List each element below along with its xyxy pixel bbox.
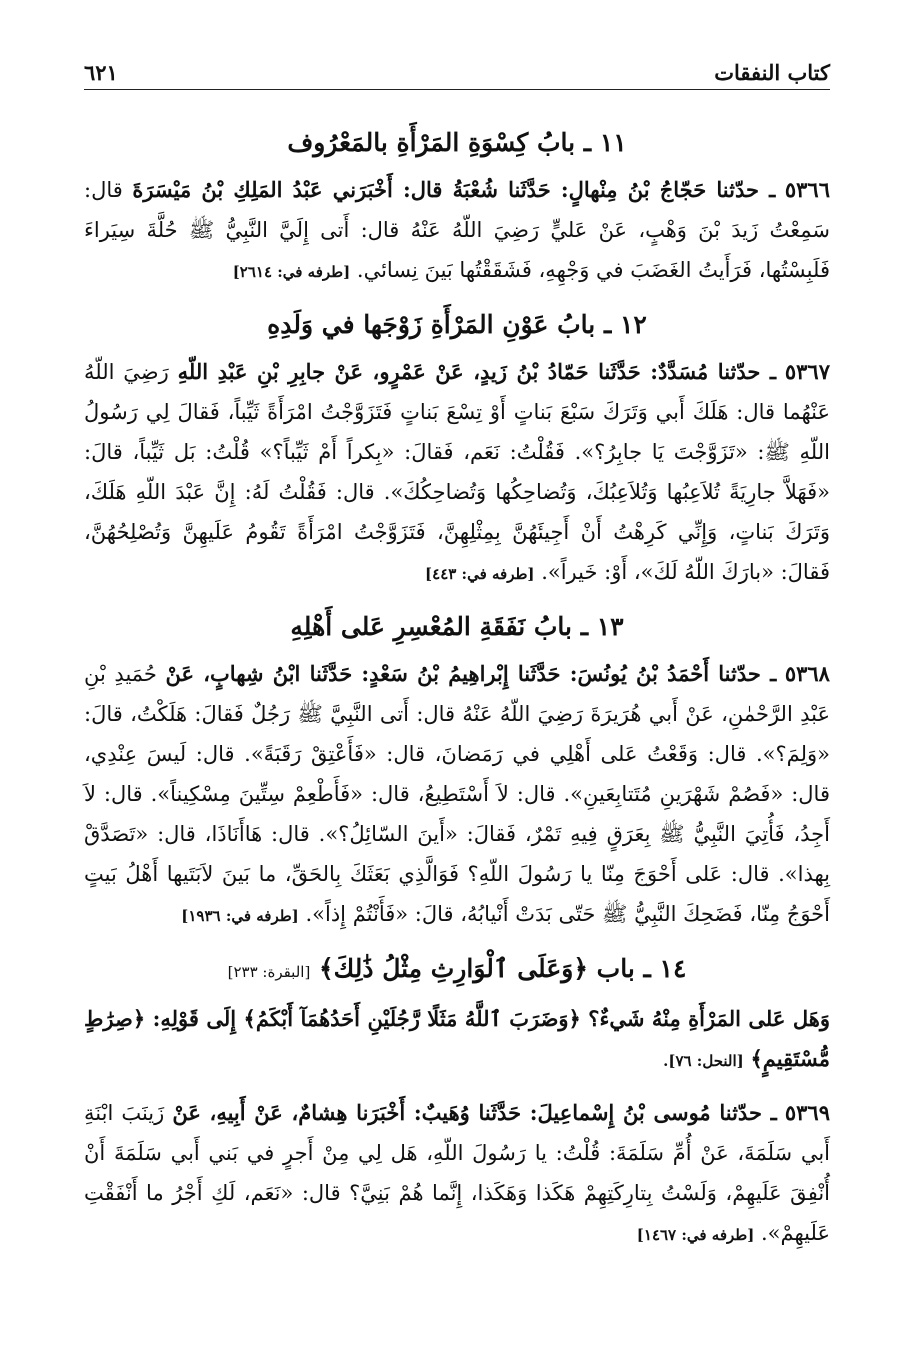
hadith-narrators: ـ حدّثنا مُوسى بْنُ إِسْماعِيلَ: حَدَّثَنا وُهَيبٌ: أَخْبَرَنا هِشامٌ، عَنْ أَبِيهِ، عَنْ [172, 1100, 777, 1125]
hadith-text: رَضِيَ اللّهُ عَنْهُما قال: هَلَكَ أَبي وَتَرَكَ سَبْعَ بَناتٍ أَوْ تِسْعَ بَناتٍ فَتَزَوَّجْتُ امْرَأَةً ثَيِّباً، فَقالَ لِي رَسُولُ اللّهِ ﷺ: «تَزَوَّجْتَ يَا جابِرُ؟». فَقُلْتُ: نَعَم، فَقالَ: «بِكراً أَمْ ثَيِّباً؟» قُلْتُ: بَل ثَيِّباً، قالَ: «فَهَلاَّ جارِيَةً تُلاَعِبُها وَتُلاَعِبُكَ، وَتُضاحِكُها وَتُضاحِكُكَ». قال: فَقُلْتُ لَهُ: إِنَّ عَبْدَ اللّهِ هَلَكَ، وَتَرَكَ بَناتٍ، وَإِنِّي كَرِهْتُ أَنْ أَجِيئَهُنَّ بِمِثْلِهِنَّ، فَتَزَوَّجْتُ امْرَأَةً تَقُومُ عَلَيهِنَّ وَتُصْلِحُهُنَّ، فَقالَ: «بارَكَ اللّهُ لَكَ»، أَوْ: خَيراً». [84, 360, 830, 584]
chapter-heading-12: ١٢ ـ بابُ عَوْنِ المَرْأَةِ زَوْجَها في وَلَدِهِ [267, 310, 647, 339]
hadith-narrators: ـ حدّثنا حَجّاجُ بْنُ مِنْهالٍ: حَدَّثَنا شُعْبَةُ قال: أَخْبَرَني عَبْدُ المَلِكِ بْنُ مَيْسَرَةَ [132, 177, 776, 202]
hadith-number: ٥٣٦٦ [784, 177, 830, 202]
hadith-text: قال: سَمِعْتُ زَيدَ بْنَ وَهْبٍ، عَنْ عَليٍّ رَضِيَ اللّهُ عَنْهُ قال: أَتى إِلَيَّ النَّبِيُّ ﷺ حُلَّةَ سِيَراءَ فَلَبِسْتُها، فَرَأَيتُ الغَضَبَ في وَجْهِهِ، فَشَقَقْتُها بَينَ نِسائي. [84, 178, 830, 282]
quran-reference: [النحل: ٧٦]. [663, 1052, 744, 1070]
quran-reference: [البقرة: ٢٣٣] [227, 963, 311, 981]
hadith-5369 [84, 1093, 830, 1255]
chapter-heading-text: ١٤ ـ باب ﴿وَعَلَى ٱلْوَارِثِ مِثْلُ ذَٰلِكَ﴾ [319, 954, 687, 983]
hadith-5368 [84, 654, 830, 936]
hadith-narrators: ـ حدّثنا أَحْمَدُ بْنُ يُونُسَ: حَدَّثَنا إِبْراهِيمُ بْنُ سَعْدٍ: حَدَّثَنا ابْنُ شِهابٍ، عَنْ [165, 661, 777, 686]
chapter-heading-14 [84, 948, 830, 993]
chapter-heading-13: ١٣ ـ بابُ نَفَقَةِ المُعْسِرِ عَلى أَهْلِهِ [290, 612, 624, 641]
cross-reference: [طرفه في: ١٩٣٦] [181, 907, 299, 925]
chapter-heading-11: ١١ ـ بابُ كِسْوَةِ المَرْأَةِ بالمَعْرُوف [287, 128, 627, 157]
cross-reference: [طرفه في: ١٤٦٧] [636, 1226, 755, 1244]
cross-reference: [طرفه في: ٢٦١٤] [232, 263, 351, 281]
hadith-text: حُمَيدِ بْنِ عَبْدِ الرَّحْمٰنِ، عَنْ أَبي هُرَيرَةَ رَضِيَ اللّهُ عَنْهُ قال: أَتى النَّبِيَّ ﷺ رَجُلٌ فَقالَ: هَلَكْتُ، قالَ: «وَلِمَ؟». قال: وَقَعْتُ عَلى أَهْلِي في رَمَضانَ، قال: «فَأَعْتِقْ رَقَبَةً». قال: لَيسَ عِنْدِي، قال: «فَصُمْ شَهْرَينِ مُتَتابِعَينِ». قال: لاَ أَسْتَطِيعُ، قال: «فَأَطْعِمْ سِتِّينَ مِسْكِيناً». قال: لاَ أَجِدُ، فَأُتِيَ النَّبِيُّ ﷺ بِعَرَقٍ فِيهِ تَمْرٌ، فَقالَ: «أَينَ السّائِلُ؟». قال: هَاأَنَاذَا، قال: «تَصَدَّقْ بِهذا». قال: عَلى أَحْوَجَ مِنّا يا رَسُولَ اللّهِ؟ فَوَالَّذِي بَعَثَكَ بِالحَقِّ، ما بَينَ لاَبَتَيها أَهْلُ بَيتٍ أَحْوَجُ مِنّا، فَضَحِكَ النَّبِيُّ ﷺ حَتّى بَدَتْ أَنْيابُهُ، قالَ: «فَأَنْتُمْ إِذاً». [84, 662, 830, 926]
hadith-number: ٥٣٦٨ [784, 661, 830, 686]
hadith-narrators: ـ حدّثنا مُسَدَّدٌ: حَدَّثَنا حَمّادُ بْنُ زَيدٍ، عَنْ عَمْرٍو، عَنْ جابِرِ بْنِ عَبْدِ اللّهِ [177, 359, 777, 384]
chapter-intro [84, 999, 830, 1081]
hadith-text: زَينَبَ ابْنَةِ أَبي سَلَمَةَ، عَنْ أُمِّ سَلَمَةَ: قُلْتُ: يا رَسُولَ اللّهِ، هَل لِي مِنْ أَجرٍ في بَني أَبي سَلَمَةَ أَنْ أُنْفِقَ عَلَيهِمْ، وَلَسْتُ بِتارِكَتِهِمْ هَكَذا وَهَكَذا، إِنَّما هُمْ بَنِيَّ؟ قال: «نَعَم، لَكِ أَجْرُ ما أَنْفَقْتِ عَلَيهِمْ». [84, 1101, 830, 1245]
hadith-number: ٥٣٦٩ [784, 1100, 830, 1125]
book-title: كتاب النفقات [714, 60, 830, 85]
hadith-5366 [84, 170, 830, 292]
page-content [84, 110, 830, 1267]
page-number: ٦٢١ [84, 60, 118, 85]
hadith-number: ٥٣٦٧ [784, 359, 830, 384]
intro-text: وَهَل عَلى المَرْأَةِ مِنْهُ شَيءٌ؟ ﴿وَضَرَبَ ٱللَّهُ مَثَلًا رَّجُلَيْنِ أَحَدُهُمَآ أَبْكَمُ﴾ إِلَى قَوْلِهِ: ﴿صِرَٰطٍ مُّسْتَقِيمٍ﴾ [84, 1006, 830, 1071]
cross-reference: [طرفه في: ٤٤٣] [425, 565, 535, 583]
hadith-5367 [84, 352, 830, 594]
running-header [84, 54, 830, 90]
